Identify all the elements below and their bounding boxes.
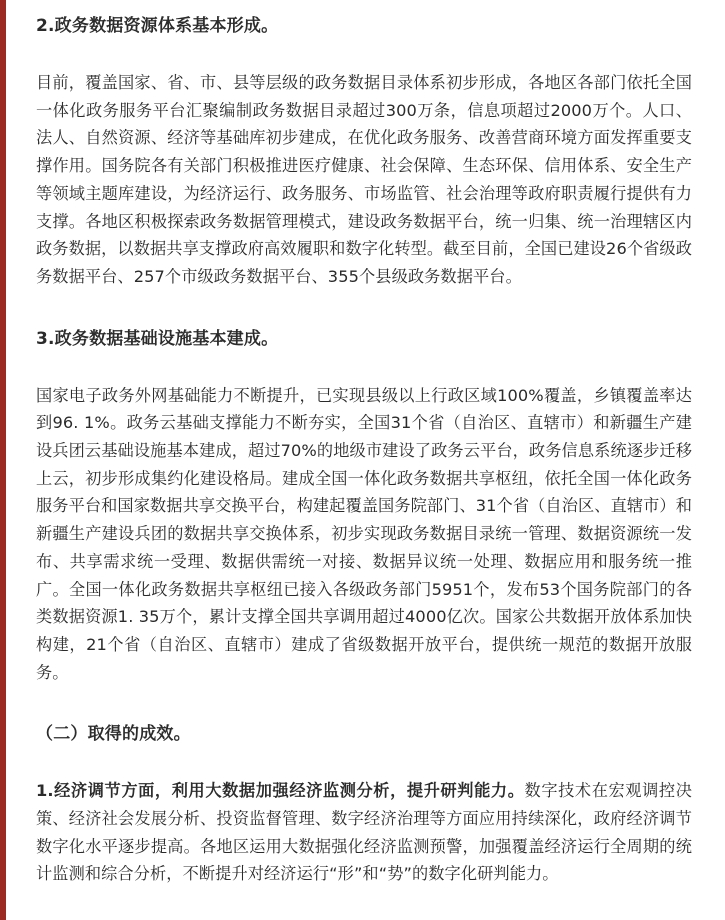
final-item-paragraph [36,777,692,888]
final-item-lead: 1.经济调节方面，利用大数据加强经济监测分析，提升研判能力。 [36,781,525,801]
final-item-body: 数字技术在宏观调控决策、经济社会发展分析、投资监督管理、数字经济治理等方面应用持续深化，政府经济调节数字化水平逐步提高。各地区运用大数据强化经济监测预警，加强覆盖经济运行全周期的统计监测和综合分析，不断提升对经济运行“形”和“势”的数字化研判能力。 [36,781,692,884]
section-paragraph-2: 目前，覆盖国家、省、市、县等层级的政务数据目录体系初步形成，各地区各部门依托全国一体化政务服务平台汇聚编制政务数据目录超过300万条，信息项超过2000万个。人口、法人、自然资源、经济等基础库初步建成，在优化政务服务、改善营商环境方面发挥重要支撑作用。国务院各有关部门积极推进医疗健康、社会保障、生态环保、信用体系、安全生产等领域主题库建设，为经济运行、政务服务、市场监管、社会治理等政府职责履行提供有力支撑。各地区积极探索政务数据管理模式，建设政务数据平台，统一归集、统一治理辖区内政务数据，以数据共享支撑政府高效履职和数字化转型。截至目前，全国已建设26个省级政务数据平台、257个市级政务数据平台、355个县级政务数据平台。 [36,73,693,286]
subsection-heading: （二）取得的成效。 [36,724,191,745]
section-paragraph-3: 国家电子政务外网基础能力不断提升，已实现县级以上行政区域100%覆盖，乡镇覆盖率达到96. 1%。政务云基础支撑能力不断夯实，全国31个省（自治区、直辖市）和新疆生产建设兵团云基础设施基本建成，超过70%的地级市建设了政务云平台，政务信息系统逐步迁移上云，初步形成集约化建设格局。建成全国一体化政务数据共享枢纽，依托全国一体化政务服务平台和国家数据共享交换平台，构建起覆盖国务院部门、31个省（自治区、直辖市）和新疆生产建设兵团的数据共享交换体系，初步实现政务数据目录统一管理、数据资源统一发布、共享需求统一受理、数据供需统一对接、数据异议统一处理、数据应用和服务统一推广。全国一体化政务数据共享枢纽已接入各级政务部门5951个，发布53个国务院部门的各类数据资源1. 35万个，累计支撑全国共享调用超过4000亿次。国家公共数据开放体系加快构建，21个省（自治区、直辖市）建成了省级数据开放平台，提供统一规范的数据开放服务。 [36,385,693,682]
section-heading-3: 3.政务数据基础设施基本建成。 [36,328,279,349]
article-body [36,6,692,888]
section-heading-2: 2.政务数据资源体系基本形成。 [36,16,279,36]
left-accent-bar [0,0,6,920]
